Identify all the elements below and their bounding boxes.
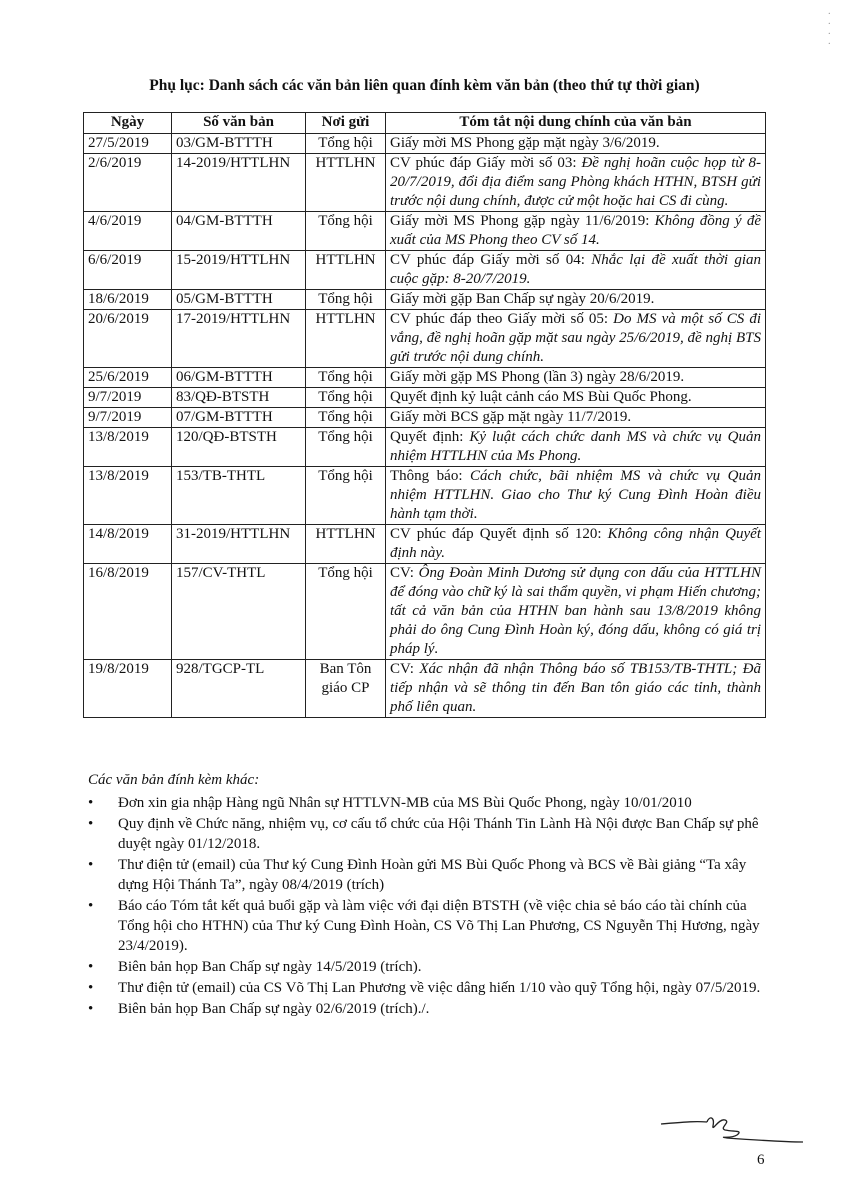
cell-summary — [386, 428, 766, 467]
cell-sender: Tổng hội — [306, 388, 386, 408]
cell-number: 03/GM-BTTTH — [172, 134, 306, 154]
bullet-icon: • — [88, 857, 94, 873]
cell-sender: Tổng hội — [306, 564, 386, 660]
cell-date: 27/5/2019 — [84, 134, 172, 154]
cell-summary — [386, 310, 766, 368]
cell-date: 2/6/2019 — [84, 154, 172, 212]
table-row — [84, 564, 766, 660]
table-row — [84, 388, 766, 408]
bullet-icon: • — [88, 816, 94, 832]
cell-date: 13/8/2019 — [84, 428, 172, 467]
table-row — [84, 408, 766, 428]
list-item — [88, 855, 778, 895]
cell-number: 928/TGCP-TL — [172, 660, 306, 718]
summary-text: Thông báo: — [390, 468, 471, 484]
list-item-text: Biên bản họp Ban Chấp sự ngày 14/5/2019 (trích). — [118, 959, 422, 975]
cell-number: 83/QĐ-BTSTH — [172, 388, 306, 408]
summary-text: Giấy mời MS Phong gặp mặt ngày 3/6/2019. — [390, 135, 660, 151]
bullet-icon: • — [88, 898, 94, 914]
cell-number: 120/QĐ-BTSTH — [172, 428, 306, 467]
scan-corner-marks: · · · · — [827, 9, 831, 50]
table-row — [84, 525, 766, 564]
cell-date: 25/6/2019 — [84, 368, 172, 388]
cell-date: 19/8/2019 — [84, 660, 172, 718]
cell-date: 14/8/2019 — [84, 525, 172, 564]
list-item-text: Thư điện tử (email) của Thư ký Cung Đình Hoàn gửi MS Bùi Quốc Phong và BCS về Bài giảng “Ta xây dựng Hội Thánh Ta”, ngày 08/4/2019 (trích) — [118, 857, 747, 893]
bullet-icon: • — [88, 959, 94, 975]
table-row — [84, 212, 766, 251]
cell-sender: Tổng hội — [306, 368, 386, 388]
table-row — [84, 428, 766, 467]
summary-text: CV phúc đáp theo Giấy mời số 05: — [390, 311, 614, 327]
summary-italic-text: Xác nhận đã nhận Thông báo số TB153/TB-THTL; Đã tiếp nhận và sẽ thông tin đến Ban tôn giáo các tỉnh, thành phố liên quan. — [390, 661, 761, 715]
cell-number: 157/CV-THTL — [172, 564, 306, 660]
list-item — [88, 957, 778, 977]
summary-text: Giấy mời BCS gặp mặt ngày 11/7/2019. — [390, 409, 632, 425]
list-item — [88, 814, 778, 854]
cell-date: 13/8/2019 — [84, 467, 172, 525]
cell-summary — [386, 388, 766, 408]
cell-summary — [386, 467, 766, 525]
list-item-text: Báo cáo Tóm tắt kết quả buổi gặp và làm việc với đại diện BTSTH (về việc chia sẻ báo cáo tài chính của Tổng hội cho HTHN) của Thư ký Cung Đình Hoàn, CS Võ Thị Lan Phương, CS Nguyễn Thị Hương, ngày 23/4/2019). — [118, 898, 760, 954]
header-number: Số văn bản — [172, 113, 306, 134]
cell-number: 06/GM-BTTTH — [172, 368, 306, 388]
cell-number: 14-2019/HTTLHN — [172, 154, 306, 212]
summary-text: Giấy mời MS Phong gặp ngày 11/6/2019: — [390, 213, 655, 229]
cell-summary — [386, 212, 766, 251]
table-header-row — [84, 113, 766, 134]
cell-number: 17-2019/HTTLHN — [172, 310, 306, 368]
cell-number: 04/GM-BTTTH — [172, 212, 306, 251]
summary-text: CV phúc đáp Quyết định số 120: — [390, 526, 608, 542]
header-summary: Tóm tắt nội dung chính của văn bản — [386, 113, 766, 134]
cell-sender: HTTLHN — [306, 251, 386, 290]
list-item — [88, 999, 778, 1019]
cell-number: 15-2019/HTTLHN — [172, 251, 306, 290]
cell-summary — [386, 564, 766, 660]
summary-text: Quyết định: — [390, 429, 470, 445]
cell-date: 9/7/2019 — [84, 408, 172, 428]
cell-sender: HTTLHN — [306, 154, 386, 212]
cell-date: 18/6/2019 — [84, 290, 172, 310]
cell-sender: HTTLHN — [306, 310, 386, 368]
cell-summary — [386, 251, 766, 290]
summary-italic-text: Cách chức, bãi nhiệm MS và chức vụ Quản nhiệm HTTLHN. Giao cho Thư ký Cung Đình Hoàn điều hành tạm thời. — [390, 468, 761, 522]
list-item-text: Biên bản họp Ban Chấp sự ngày 02/6/2019 (trích)./. — [118, 1001, 430, 1017]
table-row — [84, 154, 766, 212]
page-title: Phụ lục: Danh sách các văn bản liên quan đính kèm văn bản (theo thứ tự thời gian) — [149, 77, 700, 94]
cell-number: 31-2019/HTTLHN — [172, 525, 306, 564]
table-row — [84, 290, 766, 310]
cell-date: 6/6/2019 — [84, 251, 172, 290]
summary-text: Giấy mời gặp MS Phong (lần 3) ngày 28/6/2019. — [390, 369, 685, 385]
cell-number: 153/TB-THTL — [172, 467, 306, 525]
cell-summary — [386, 134, 766, 154]
summary-italic-text: Kỷ luật cách chức danh MS và chức vụ Quản nhiệm HTTLHN của Ms Phong. — [390, 429, 762, 464]
list-item — [88, 793, 778, 813]
cell-summary — [386, 660, 766, 718]
cell-sender: Ban Tôn giáo CP — [306, 660, 386, 718]
table-row — [84, 251, 766, 290]
list-item-text: Quy định về Chức năng, nhiệm vụ, cơ cấu tổ chức của Hội Thánh Tin Lành Hà Nội được Ban Chấp sự phê duyệt ngày 01/12/2018. — [118, 816, 759, 852]
summary-italic-text: Nhắc lại đề xuất thời gian cuộc gặp: 8-20/7/2019. — [390, 252, 761, 287]
cell-sender: HTTLHN — [306, 525, 386, 564]
summary-text: CV phúc đáp Giấy mời số 03: — [390, 155, 582, 171]
table-row — [84, 660, 766, 718]
cell-sender: Tổng hội — [306, 428, 386, 467]
summary-italic-text: Không công nhận Quyết định này. — [390, 526, 761, 561]
list-item-text: Đơn xin gia nhập Hàng ngũ Nhân sự HTTLVN-MB của MS Bùi Quốc Phong, ngày 10/01/2010 — [118, 795, 692, 811]
cell-number: 07/GM-BTTTH — [172, 408, 306, 428]
bullet-icon: • — [88, 1001, 94, 1017]
cell-date: 16/8/2019 — [84, 564, 172, 660]
cell-date: 9/7/2019 — [84, 388, 172, 408]
summary-text: CV: — [390, 565, 419, 581]
summary-italic-text: Ông Đoàn Minh Dương sử dụng con dấu của HTTLHN để đóng vào chữ ký là sai thẩm quyền, vi phạm Hiến chương; tất cả văn bản của HTHN ban hành sau 13/8/2019 không phải do ông Cung Đình Hoàn ký, đóng dấu, không có giá trị pháp lý. — [390, 565, 761, 657]
bullet-icon: • — [88, 795, 94, 811]
summary-italic-text: Do MS và một số CS đi vắng, đề nghị hoãn gặp mặt sau ngày 25/6/2019, đề nghị BTS gửi trước nội dung chính. — [390, 311, 762, 365]
cell-sender: Tổng hội — [306, 408, 386, 428]
list-item — [88, 978, 778, 998]
signature-mark — [655, 1108, 805, 1148]
cell-summary — [386, 408, 766, 428]
table-row — [84, 310, 766, 368]
table-row — [84, 368, 766, 388]
bullet-icon: • — [88, 980, 94, 996]
cell-summary — [386, 368, 766, 388]
page-number: 6 — [757, 1152, 765, 1168]
list-item-text: Thư điện tử (email) của CS Võ Thị Lan Phương về việc dâng hiến 1/10 vào quỹ Tổng hội, ngày 07/5/2019. — [118, 980, 761, 996]
cell-sender: Tổng hội — [306, 467, 386, 525]
cell-sender: Tổng hội — [306, 290, 386, 310]
cell-summary — [386, 154, 766, 212]
cell-summary — [386, 290, 766, 310]
extras-list — [88, 793, 778, 1020]
list-item — [88, 896, 778, 956]
table-row — [84, 134, 766, 154]
cell-sender: Tổng hội — [306, 212, 386, 251]
extras-heading: Các văn bản đính kèm khác: — [88, 772, 260, 788]
table-row — [84, 467, 766, 525]
summary-text: Quyết định kỷ luật cảnh cáo MS Bùi Quốc Phong. — [390, 389, 692, 405]
documents-table — [83, 112, 766, 718]
cell-summary — [386, 525, 766, 564]
cell-sender: Tổng hội — [306, 134, 386, 154]
summary-text: CV phúc đáp Giấy mời số 04: — [390, 252, 592, 268]
header-date: Ngày — [84, 113, 172, 134]
summary-italic-text: Đề nghị hoãn cuộc họp từ 8-20/7/2019, đổi địa điểm sang Phòng khách HTHN, BTSH gửi trước nội dung chính, được cử một hoặc hai CS đi cùng. — [390, 155, 761, 209]
summary-text: CV: — [390, 661, 420, 677]
cell-date: 4/6/2019 — [84, 212, 172, 251]
summary-text: Giấy mời gặp Ban Chấp sự ngày 20/6/2019. — [390, 291, 655, 307]
cell-date: 20/6/2019 — [84, 310, 172, 368]
header-sender: Nơi gửi — [306, 113, 386, 134]
summary-italic-text: Không đồng ý đề xuất của MS Phong theo CV số 14. — [390, 213, 761, 248]
cell-number: 05/GM-BTTTH — [172, 290, 306, 310]
